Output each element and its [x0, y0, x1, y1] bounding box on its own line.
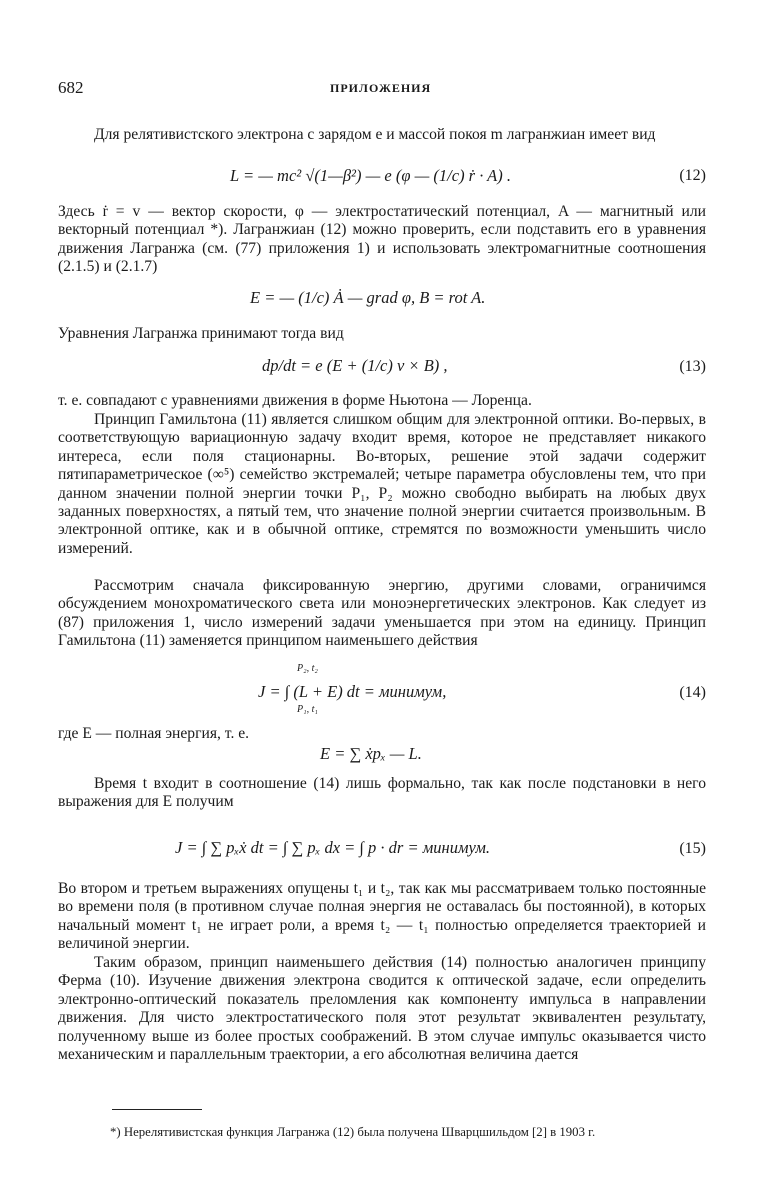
footnote: *) Нерелятивистская функция Лагранжа (12) была получена Шварцшильдом [2] в 1903 г. [110, 1125, 596, 1139]
paragraph-lagrangian-intro: Для релятивистского электрона с зарядом e и массой покоя m лагранжиан имеет вид [94, 126, 656, 143]
equation-14: J = ∫ (L + E) dt = минимум, [258, 682, 447, 701]
paragraph-lagrange-equations: Уравнения Лагранжа принимают тогда вид [58, 325, 344, 342]
paragraph-omitted-times: Во втором и третьем выражениях опущены t₁ и t₂, так как мы рассматриваем только постоянные во времени поля (в противном случае полная энергия не оставалась бы постоянной), в которых начальный момент t₁ не играет роли, а время t₂ — t₁ полностью определяется траекторией и величиной энергии. [58, 880, 706, 953]
equation-13: dp/dt = e (E + (1/c) v × B) , [262, 356, 448, 375]
paragraph-vector-potential: Здесь ṙ = v — вектор скорости, φ — электростатический потенциал, A — магнитный или векторный потенциал *). Лагранжиан (12) можно проверить, если подставить его в уравнения движения Лагранжа (см. (77) приложения 1) и использовать электромагнитные соотношения (2.1.5) и (2.1.7) [58, 203, 706, 276]
equation-15: J = ∫ ∑ pₓẋ dt = ∫ ∑ pₓ dx = ∫ p · dr = минимум. [175, 838, 491, 857]
paragraph-hamilton-principle: Принцип Гамильтона (11) является слишком общим для электронной оптики. Во-первых, в соответствующую вариационную задачу входит время, которое не представляет никакого интереса, если поля стационарны. Во-вторых, решение этой задачи содержит пятипараметрическое (∞⁵) семейство экстремалей; четыре параметра обусловлены тем, что при данном значении полной энергии точки P₁, P₂ можно свободно выбирать на любых двух заданных поверхностях, а пятый тем, что значение полной энергии считается произвольным. В электронной оптике, как и в обычной оптике, стремятся по возможности уменьшить число измерений. [58, 411, 706, 557]
equation-15-number: (15) [679, 840, 706, 857]
paragraph-time-formal: Время t входит в соотношение (14) лишь формально, так как после подстановки в него выражения для E получим [58, 775, 706, 811]
paragraph-newton-lorentz: т. е. совпадают с уравнениями движения в форме Ньютона — Лоренца. [58, 392, 532, 409]
footnote-rule [112, 1109, 202, 1110]
equation-energy: E = ∑ ẋpₓ — L. [320, 744, 422, 763]
equation-14-lower-limit: P₁, t₁ [297, 704, 318, 715]
equation-13-number: (13) [679, 358, 706, 375]
equation-14-upper-limit: P₂, t₂ [297, 663, 318, 674]
page-number: 682 [58, 78, 84, 97]
paragraph-fixed-energy: Рассмотрим сначала фиксированную энергию, другими словами, ограничимся обсуждением монохроматического света или моноэнергетических электронов. Как следует из (87) приложения 1, число измерений задачи уменьшается при этом на единицу. Принцип Гамильтона (11) заменяется принципом наименьшего действия [58, 577, 706, 650]
running-title: ПРИЛОЖЕНИЯ [330, 81, 432, 95]
equation-14-number: (14) [679, 684, 706, 701]
equation-12-number: (12) [679, 167, 706, 184]
equation-fields: E = — (1/c) Ȧ — grad φ, B = rot A. [250, 288, 486, 307]
paragraph-total-energy: где E — полная энергия, т. е. [58, 725, 250, 742]
paragraph-fermat-analogy: Таким образом, принцип наименьшего действия (14) полностью аналогичен принципу Ферма (10). Изучение движения электрона сводится к оптической задаче, если определить электронно-оптический показатель преломления как компоненту импульса в направлении движения. Для чисто электростатического поля этот результат эквивалентен результату, полученному выше из более простых соображений. В этом случае импульс оказывается чисто механическим и параллельным траектории, а его абсолютная величина дается [58, 954, 706, 1064]
equation-12: L = — mc² √(1—β²) — e (φ — (1/c) ṙ · A) . [230, 166, 512, 185]
